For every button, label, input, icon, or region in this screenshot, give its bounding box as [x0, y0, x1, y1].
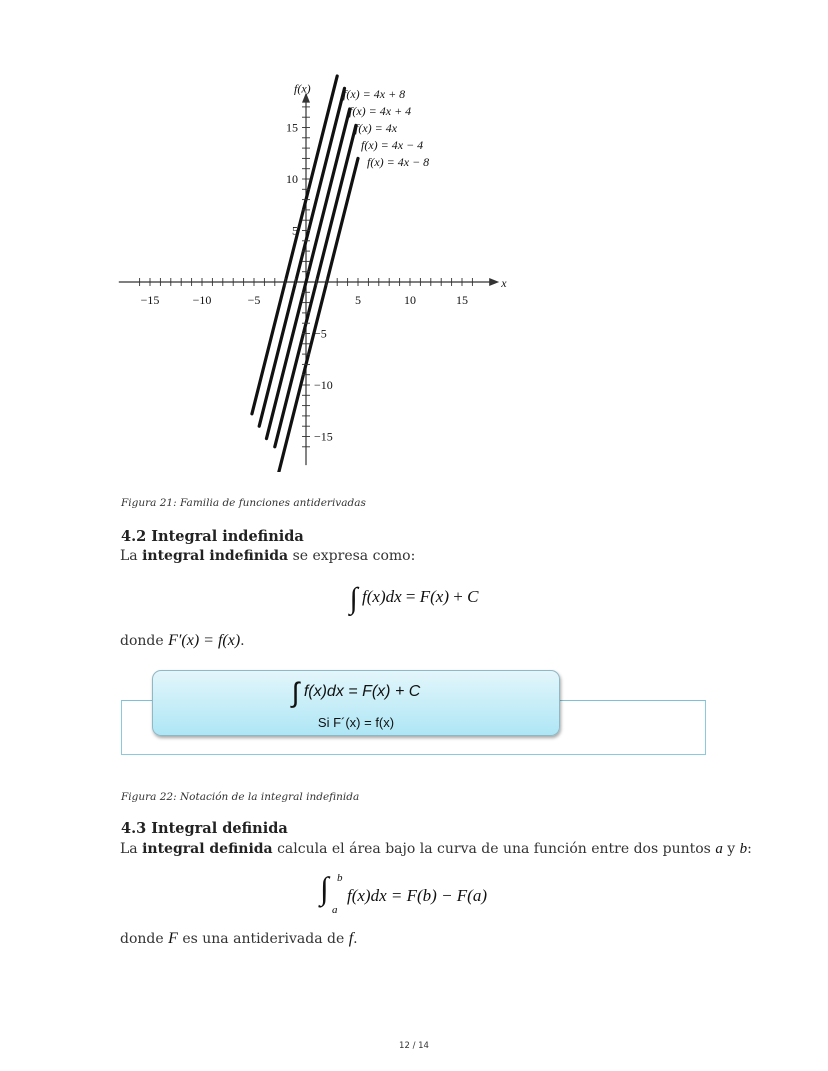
section-4-2-intro: La integral indefinida se expresa como: — [120, 548, 416, 564]
page-number: 12 / 14 — [399, 1041, 429, 1051]
term-integral-indefinida: integral indefinida — [142, 548, 289, 564]
series-label: f(x) = 4x — [355, 121, 398, 135]
section-4-2-where: donde F′(x) = f(x). — [120, 632, 245, 649]
definite-integral-formula: ∫ b a f(x)dx = F(b) − F(a) — [320, 870, 487, 916]
y-axis-label: f(x) — [294, 81, 311, 96]
figure-22-condition: Si F´(x) = f(x) — [317, 715, 395, 730]
x-tick-label: −15 — [140, 293, 160, 307]
x-tick-label: −10 — [192, 293, 212, 307]
definite-integral-body: f(x)dx = F(b) − F(a) — [347, 886, 487, 905]
x-tick-label: 15 — [456, 293, 468, 307]
x-axis-arrow — [489, 278, 499, 286]
section-4-2-heading: 4.2 Integral indefinida — [121, 528, 304, 545]
y-tick-label: 10 — [286, 172, 298, 186]
series-label: f(x) = 4x − 8 — [367, 155, 430, 169]
series-label: f(x) = 4x + 8 — [343, 87, 406, 101]
y-tick-label: 5 — [292, 223, 298, 238]
chart-axes — [119, 82, 507, 466]
term-integral-definida: integral definida — [142, 841, 273, 857]
x-tick-label: 5 — [355, 293, 361, 307]
y-tick-label: −10 — [314, 378, 333, 392]
series-line — [277, 158, 358, 472]
section-4-3-intro: La integral definida calcula el área bajo la curva de una función entre dos puntos a y b: — [120, 841, 752, 857]
section-4-3-heading: 4.3 Integral definida — [121, 820, 288, 837]
chart-legend — [343, 87, 429, 169]
y-tick-label: −15 — [314, 429, 333, 444]
chart-series-lines — [252, 76, 358, 472]
antiderivative-family-chart — [118, 72, 518, 472]
series-label: f(x) = 4x + 4 — [349, 104, 412, 118]
figure-21-caption: Figura 21: Familia de funciones antiderivadas — [121, 497, 366, 509]
indefinite-integral-formula: ∫ f(x)dx = F(x) + C — [349, 582, 479, 615]
section-4-3-where: donde F es una antiderivada de f. — [120, 930, 358, 947]
figure-22-caption: Figura 22: Notación de la integral indefinida — [121, 791, 360, 803]
x-axis-label: x — [501, 276, 507, 290]
figure-22-formula: ∫ f(x)dx = F(x) + C — [291, 677, 421, 708]
x-tick-label: 10 — [404, 293, 416, 307]
series-label: f(x) = 4x − 4 — [361, 138, 424, 152]
x-tick-label: −5 — [247, 293, 261, 307]
y-tick-label: 15 — [286, 120, 298, 135]
y-tick-label: −5 — [314, 326, 327, 341]
upper-limit: b — [337, 872, 343, 884]
lower-limit: a — [332, 904, 338, 916]
figure-22-notation-box — [152, 670, 560, 736]
